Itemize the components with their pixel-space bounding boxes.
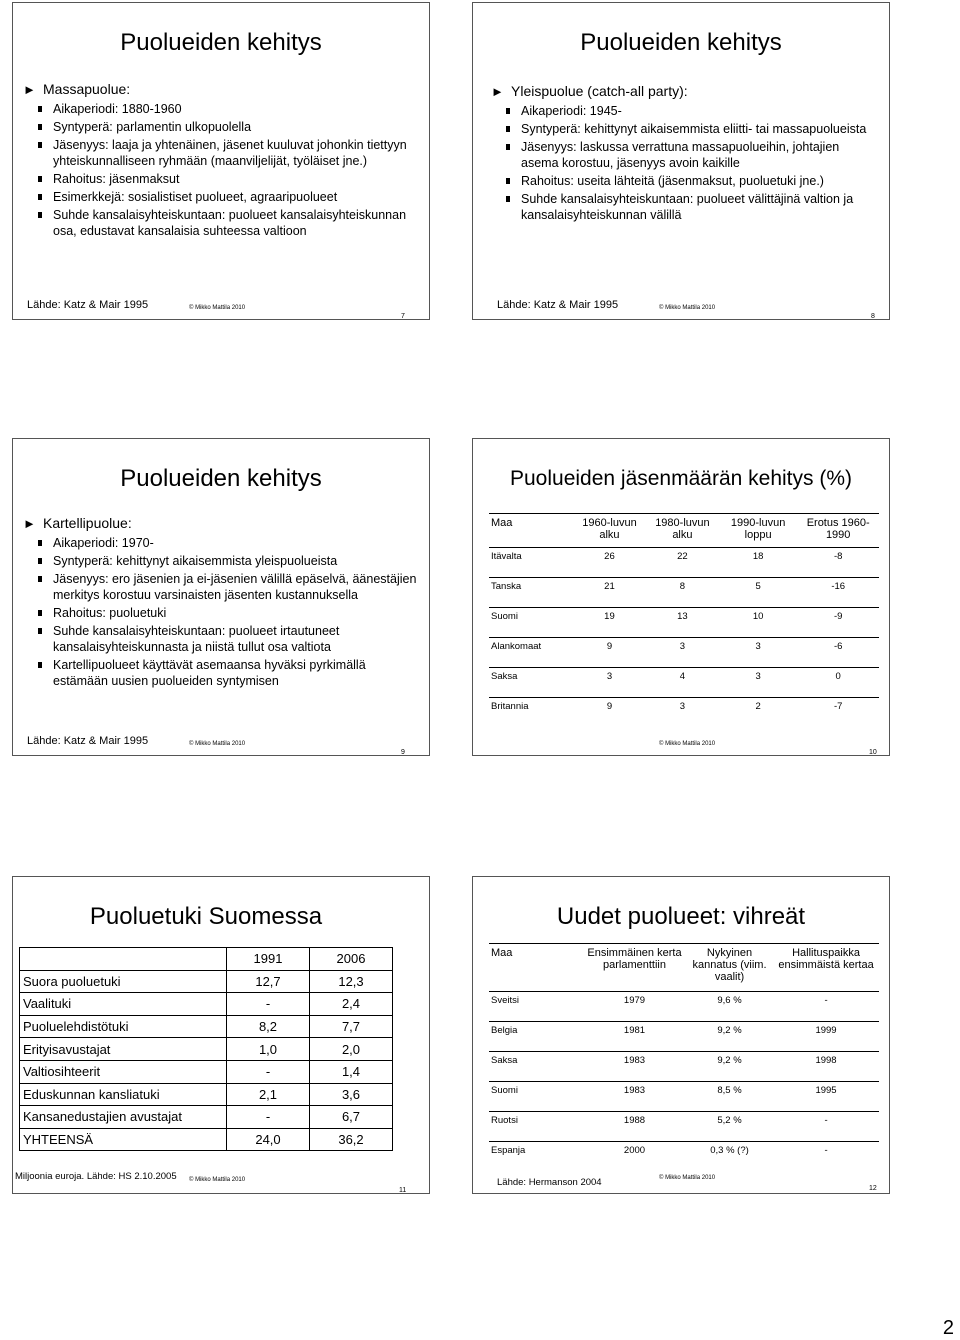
table-cell: 2,0 bbox=[310, 1038, 393, 1061]
table-cell: 9,2 % bbox=[686, 1022, 773, 1052]
table-header-cell: Ensimmäinen kerta parlamenttiin bbox=[583, 944, 686, 992]
bullet-head: ► Kartellipuolue: bbox=[23, 515, 419, 532]
slide-8 bbox=[472, 2, 890, 320]
bullet-item: Aikaperiodi: 1945- bbox=[491, 103, 877, 119]
page-number: 11 bbox=[399, 1187, 407, 1194]
bullet-item: Syntyperä: kehittynyt aikaisemmista yleispuolueista bbox=[23, 553, 419, 569]
table-cell: 9 bbox=[573, 638, 646, 668]
bullet-item: Jäsenyys: ero jäsenien ja ei-jäsenien välillä epäselvä, äänestäjien merkitys korostuu varsinaisten jäsenten kustannuksella bbox=[23, 571, 419, 603]
table-cell: Erityisavustajat bbox=[20, 1038, 227, 1061]
greens-table bbox=[489, 943, 879, 1172]
table-cell: 3 bbox=[646, 638, 719, 668]
table-cell: 9,6 % bbox=[686, 992, 773, 1022]
table-cell: 26 bbox=[573, 548, 646, 578]
table-header-cell: 2006 bbox=[310, 948, 393, 971]
slide-9 bbox=[12, 438, 430, 756]
table-header-cell: Nykyinen kannatus (viim. vaalit) bbox=[686, 944, 773, 992]
table-row bbox=[489, 548, 879, 578]
party-support-table bbox=[19, 947, 393, 1151]
bullet-item: Rahoitus: jäsenmaksut bbox=[23, 171, 415, 187]
copyright: © Mikko Mattila 2010 bbox=[189, 741, 246, 747]
bullet-item: Kartellipuolueet käyttävät asemaansa hyväksi pyrkimällä estämään uusien puolueiden syntymisen bbox=[23, 657, 419, 689]
table-cell: Belgia bbox=[489, 1022, 583, 1052]
table-row bbox=[489, 1022, 879, 1052]
copyright: © Mikko Mattila 2010 bbox=[659, 741, 716, 747]
bullet-list bbox=[491, 83, 877, 225]
table-header-cell: 1980-luvun alku bbox=[646, 514, 719, 548]
table-row bbox=[20, 1106, 393, 1129]
source-note: Lähde: Katz & Mair 1995 bbox=[27, 735, 149, 747]
page-number: 10 bbox=[869, 749, 877, 756]
bullet-item: Suhde kansalaisyhteiskuntaan: puolueet välittäjinä valtion ja kansalaisyhteiskunnan välillä bbox=[491, 191, 877, 223]
bullet-item: Rahoitus: useita lähteitä (jäsenmaksut, puoluetuki jne.) bbox=[491, 173, 877, 189]
table-row bbox=[489, 638, 879, 668]
slide-title: Puoluetuki Suomessa bbox=[89, 903, 323, 930]
copyright: © Mikko Mattila 2010 bbox=[189, 305, 246, 311]
page-number: 9 bbox=[401, 749, 405, 756]
bullet-item: Suhde kansalaisyhteiskuntaan: puolueet irtautuneet kansalaisyhteiskunnasta ja niistä tullut osa valtiota bbox=[23, 623, 419, 655]
slide-11 bbox=[12, 876, 430, 1194]
table-cell: 1,4 bbox=[310, 1060, 393, 1083]
table-row bbox=[20, 1015, 393, 1038]
table-header-cell: 1960-luvun alku bbox=[573, 514, 646, 548]
table-cell: Itävalta bbox=[489, 548, 573, 578]
table-cell: 4 bbox=[646, 668, 719, 698]
table-header-cell: Erotus 1960-1990 bbox=[797, 514, 879, 548]
table-cell: 22 bbox=[646, 548, 719, 578]
table-header-cell bbox=[20, 948, 227, 971]
table-row bbox=[489, 1142, 879, 1172]
table-row bbox=[20, 1083, 393, 1106]
copyright: © Mikko Mattila 2010 bbox=[659, 305, 716, 311]
page-number: 8 bbox=[871, 313, 875, 320]
sheet-page-number: 2 bbox=[942, 1317, 954, 1339]
table-cell: Eduskunnan kansliatuki bbox=[20, 1083, 227, 1106]
table-header-cell: Maa bbox=[489, 514, 573, 548]
table-cell: Suora puoluetuki bbox=[20, 970, 227, 993]
slide-title: Puolueiden kehitys bbox=[120, 29, 322, 56]
page-number: 7 bbox=[401, 313, 405, 320]
source-note: Lähde: Katz & Mair 1995 bbox=[497, 299, 619, 311]
table-cell: 0 bbox=[797, 668, 879, 698]
page-number: 12 bbox=[869, 1185, 877, 1192]
table-header-cell: Hallituspaikka ensimmäistä kertaa bbox=[773, 944, 879, 992]
bullet-item: Rahoitus: puoluetuki bbox=[23, 605, 419, 621]
table-cell: 1979 bbox=[583, 992, 686, 1022]
bullet-item: Syntyperä: parlamentin ulkopuolella bbox=[23, 119, 415, 135]
table-cell: YHTEENSÄ bbox=[20, 1128, 227, 1151]
table-row bbox=[20, 993, 393, 1016]
source-note: Lähde: Hermanson 2004 bbox=[497, 1177, 602, 1188]
table-header-cell: Maa bbox=[489, 944, 583, 992]
table-cell: Alankomaat bbox=[489, 638, 573, 668]
table-cell: - bbox=[227, 1106, 310, 1129]
table-cell: 8,5 % bbox=[686, 1082, 773, 1112]
table-cell: 1983 bbox=[583, 1052, 686, 1082]
table-cell: Saksa bbox=[489, 1052, 583, 1082]
table-header-cell: 1990-luvun loppu bbox=[719, 514, 797, 548]
slide-title: Puolueiden kehitys bbox=[120, 465, 322, 492]
table-row bbox=[489, 992, 879, 1022]
bullet-head: ► Massapuolue: bbox=[23, 81, 415, 98]
table-cell: 5 bbox=[719, 578, 797, 608]
table-cell: - bbox=[773, 1112, 879, 1142]
table-cell: 24,0 bbox=[227, 1128, 310, 1151]
table-header-row bbox=[489, 514, 879, 548]
table-cell: 8 bbox=[646, 578, 719, 608]
table-cell: Saksa bbox=[489, 668, 573, 698]
table-cell: 3,6 bbox=[310, 1083, 393, 1106]
table-cell: 12,7 bbox=[227, 970, 310, 993]
table-header-row bbox=[489, 944, 879, 992]
table-row bbox=[489, 668, 879, 698]
table-cell: 18 bbox=[719, 548, 797, 578]
table-cell: 2000 bbox=[583, 1142, 686, 1172]
table-cell: 13 bbox=[646, 608, 719, 638]
table-cell: 1981 bbox=[583, 1022, 686, 1052]
table-cell: 1983 bbox=[583, 1082, 686, 1112]
table-header-row bbox=[20, 948, 393, 971]
table-cell: Kansanedustajien avustajat bbox=[20, 1106, 227, 1129]
table-cell: Tanska bbox=[489, 578, 573, 608]
table-cell: Britannia bbox=[489, 698, 573, 728]
table-cell: 12,3 bbox=[310, 970, 393, 993]
table-cell: 21 bbox=[573, 578, 646, 608]
table-cell: - bbox=[227, 993, 310, 1016]
copyright: © Mikko Mattila 2010 bbox=[189, 1177, 246, 1183]
table-cell: Valtiosihteerit bbox=[20, 1060, 227, 1083]
source-note: Miljoonia euroja. Lähde: HS 2.10.2005 bbox=[15, 1171, 177, 1182]
table-row bbox=[20, 970, 393, 993]
table-cell: Suomi bbox=[489, 608, 573, 638]
slide-7 bbox=[12, 2, 430, 320]
table-cell: 8,2 bbox=[227, 1015, 310, 1038]
table-cell: 1,0 bbox=[227, 1038, 310, 1061]
bullet-item: Esimerkkejä: sosialistiset puolueet, agraaripuolueet bbox=[23, 189, 415, 205]
table-cell: -7 bbox=[797, 698, 879, 728]
table-row bbox=[489, 698, 879, 728]
table-cell: 1998 bbox=[773, 1052, 879, 1082]
bullet-item: Jäsenyys: laaja ja yhtenäinen, jäsenet kuuluvat johonkin tiettyyn yhteiskunnalliseen ryhmään (maanviljelijät, työläiset jne.) bbox=[23, 137, 415, 169]
table-row bbox=[489, 1052, 879, 1082]
table-cell: 7,7 bbox=[310, 1015, 393, 1038]
bullet-item: Aikaperiodi: 1880-1960 bbox=[23, 101, 415, 117]
table-cell: 0,3 % (?) bbox=[686, 1142, 773, 1172]
table-cell: 3 bbox=[646, 698, 719, 728]
table-cell: 2,1 bbox=[227, 1083, 310, 1106]
table-cell: 6,7 bbox=[310, 1106, 393, 1129]
table-cell: 3 bbox=[573, 668, 646, 698]
table-cell: 5,2 % bbox=[686, 1112, 773, 1142]
bullet-item: Suhde kansalaisyhteiskuntaan: puolueet kansalaisyhteiskunnan osa, edustavat kansalaisia suhteessa valtioon bbox=[23, 207, 415, 239]
table-row bbox=[489, 578, 879, 608]
table-cell: 1999 bbox=[773, 1022, 879, 1052]
bullet-item: Aikaperiodi: 1970- bbox=[23, 535, 419, 551]
table-cell: 2,4 bbox=[310, 993, 393, 1016]
bullet-list bbox=[23, 515, 419, 691]
table-cell: - bbox=[227, 1060, 310, 1083]
table-cell: Puoluelehdistötuki bbox=[20, 1015, 227, 1038]
slide-title: Puolueiden jäsenmäärän kehitys (%) bbox=[509, 467, 853, 490]
table-header-cell: 1991 bbox=[227, 948, 310, 971]
slide-12 bbox=[472, 876, 890, 1194]
table-cell: -6 bbox=[797, 638, 879, 668]
table-cell: 36,2 bbox=[310, 1128, 393, 1151]
table-cell: 19 bbox=[573, 608, 646, 638]
bullet-item: Syntyperä: kehittynyt aikaisemmista eliitti- tai massapuolueista bbox=[491, 121, 877, 137]
table-row bbox=[489, 1112, 879, 1142]
table-cell: -8 bbox=[797, 548, 879, 578]
table-cell: Suomi bbox=[489, 1082, 583, 1112]
bullet-head: ► Yleispuolue (catch-all party): bbox=[491, 83, 877, 100]
table-cell: Ruotsi bbox=[489, 1112, 583, 1142]
table-cell: 9,2 % bbox=[686, 1052, 773, 1082]
slide-title: Puolueiden kehitys bbox=[580, 29, 782, 56]
bullet-item: Jäsenyys: laskussa verrattuna massapuolueihin, johtajien asema korostuu, jäsenyys avoin kaikille bbox=[491, 139, 877, 171]
table-cell: 3 bbox=[719, 638, 797, 668]
table-row bbox=[20, 1038, 393, 1061]
table-cell: Vaalituki bbox=[20, 993, 227, 1016]
copyright: © Mikko Mattila 2010 bbox=[659, 1175, 716, 1181]
source-note: Lähde: Katz & Mair 1995 bbox=[27, 299, 149, 311]
table-row bbox=[489, 1082, 879, 1112]
table-cell: -16 bbox=[797, 578, 879, 608]
table-cell: 1995 bbox=[773, 1082, 879, 1112]
table-cell: 2 bbox=[719, 698, 797, 728]
table-cell: -9 bbox=[797, 608, 879, 638]
table-cell: - bbox=[773, 992, 879, 1022]
slide-10 bbox=[472, 438, 890, 756]
table-cell: Sveitsi bbox=[489, 992, 583, 1022]
table-cell: 1988 bbox=[583, 1112, 686, 1142]
table-cell: Espanja bbox=[489, 1142, 583, 1172]
table-cell: 3 bbox=[719, 668, 797, 698]
bullet-list bbox=[23, 81, 415, 241]
table-cell: 9 bbox=[573, 698, 646, 728]
membership-table bbox=[489, 513, 879, 728]
table-cell: 10 bbox=[719, 608, 797, 638]
slide-title: Uudet puolueet: vihreät bbox=[556, 903, 806, 930]
table-row bbox=[20, 1128, 393, 1151]
table-row bbox=[489, 608, 879, 638]
table-row bbox=[20, 1060, 393, 1083]
table-cell: - bbox=[773, 1142, 879, 1172]
